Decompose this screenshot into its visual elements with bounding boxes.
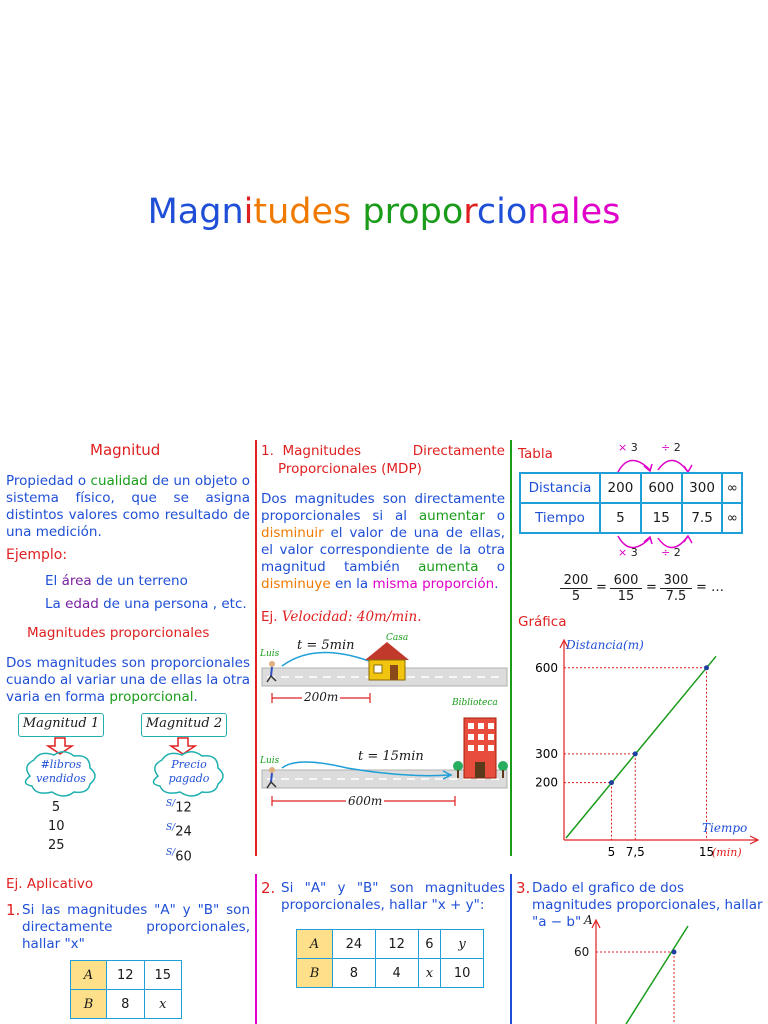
data-point [704,665,709,670]
magnitud-1-box: Magnitud 1 [18,713,104,737]
problem-1: 1. Si las magnitudes "A" y "B" son directamente proporcionales, hallar "x" [6,901,250,952]
y-tick-label: 200 [535,775,558,790]
cloud-precio-label: Precio pagado [168,758,210,785]
title-part: propo [362,192,464,232]
problem-3-tick: 60 [574,945,590,959]
subheading-proporcionales: Magnitudes proporcionales [27,625,210,641]
cloud-libros-label: #libros vendidos [36,758,86,785]
luis-label-1: Luis [260,649,280,659]
equals-ellipsis: = … [696,580,725,595]
op-times-3-bottom: × 3 [618,546,638,559]
def-part: de un objeto o sistema físico, que se asigna distintos valores como resultado de una [6,473,250,540]
fraction-1: $\frac{200}{5}$ [560,573,592,604]
data-point [609,780,614,785]
chart-xunit: (min) [712,846,742,859]
data-point [633,751,638,756]
chart-xlabel: Tiempo [702,821,748,835]
value-item: $^{S/}$24 [166,823,192,840]
def-part: . [97,524,102,540]
title-part [351,192,362,232]
grafica-label: Gráfica [518,614,567,630]
tabla-label: Tabla [518,446,553,462]
ejemplo-label: Ejemplo: [6,547,68,563]
op-div-2-top: ÷ 2 [661,441,681,454]
equals-sign: = [596,580,607,595]
fraction-3: $\frac{300}{7.5}$ [660,573,692,604]
value-item: 25 [48,838,65,853]
problem-3: 3. Dado el grafico de dos magnitudes proporcionales, hallar "a − b" [516,879,763,930]
title-part: r [463,192,477,232]
title-part: tudes [253,192,352,232]
chart-ylabel: Distancia(m) [566,638,644,652]
title-part: i [243,192,254,232]
mdp-heading: 1. Magnitudes Directamente Proporcionales (MDP) [261,443,505,477]
y-tick-label: 600 [535,660,558,675]
distance-2: 600m [348,794,383,808]
table-row: A 24 12 6 y [297,930,484,959]
op-div-2-bottom: ÷ 2 [661,546,681,559]
example-area: El área de un terreno [45,573,188,589]
series-line [566,656,716,838]
title-part: nales [527,192,621,232]
value-item: $^{S/}$60 [166,847,192,864]
def-part: Propiedad [6,473,74,489]
problem-1-table [70,960,182,1019]
value-item: 10 [48,819,65,834]
def-part: medición [35,524,98,540]
ratio-arcs-top [600,440,710,474]
def-part: cualidad [90,473,148,489]
proporcionales-definition: Dos magnitudes son proporcionales cuando al variar una de ellas la otra varia en forma proporcional. [6,655,250,705]
luis-label-2: Luis [260,756,280,766]
def-part: o [73,473,91,489]
fraction-2: $\frac{600}{15}$ [610,573,642,604]
problem-2: 2. Si "A" y "B" son magnitudes proporcionales, hallar "x + y": [261,879,505,913]
table-row: B 8 x [71,990,182,1019]
x-tick-label: 15 [698,845,715,859]
ej-velocidad: Ej. Velocidad: 40m/min. [261,609,422,625]
magnitud-definition [6,473,250,541]
table-row: Tiempo 5 15 7.5 ∞ [520,503,742,533]
distance-time-table [519,472,743,534]
divider-magenta [255,874,257,1024]
value-item: 5 [51,800,61,815]
problem-2-table [296,929,484,988]
building-icon [453,718,508,778]
example-edad: La edad de una persona , etc. [45,596,247,612]
aplicativo-label: Ej. Aplicativo [6,876,94,892]
values-precio [166,794,192,867]
cloud-arrows-graphic [0,736,255,846]
distance-1: 200m [304,690,339,704]
magnitud-2-box: Magnitud 2 [141,713,227,737]
op-times-3-top: × 3 [618,441,638,454]
value-item: $^{S/}$12 [166,799,192,816]
table-row: B 8 4 x 10 [297,959,484,988]
x-tick-label: 5 [607,845,616,859]
x-tick-label: 7,5 [625,845,645,859]
equals-sign: = [646,580,657,595]
magnitud-heading: Magnitud [90,441,161,459]
page-title [0,192,768,232]
title-part: cio [476,192,528,232]
time-2: t = 15min [358,749,424,764]
values-libros [48,798,64,855]
data-point [672,950,677,955]
problem-3-chart [512,912,768,1024]
house-icon [365,642,409,680]
table-row: Distancia 200 600 300 ∞ [520,473,742,503]
ratio-arcs-bottom [600,534,710,564]
biblioteca-label: Biblioteca [452,698,498,708]
title-part: Magn [147,192,244,232]
y-tick-label: 300 [535,746,558,761]
mdp-definition: Dos magnitudes son directamente proporcionales si al aumentar o disminuir el valor de una de ellas, el valor correspondiente de la otra magnitud también aumenta o disminuye en la misma proporción. [261,491,505,592]
casa-label: Casa [386,633,409,643]
proportional-line [626,926,688,1024]
table-row: A 12 15 [71,961,182,990]
time-1: t = 5min [297,638,355,653]
problem-3-ylabel: A [584,913,593,927]
